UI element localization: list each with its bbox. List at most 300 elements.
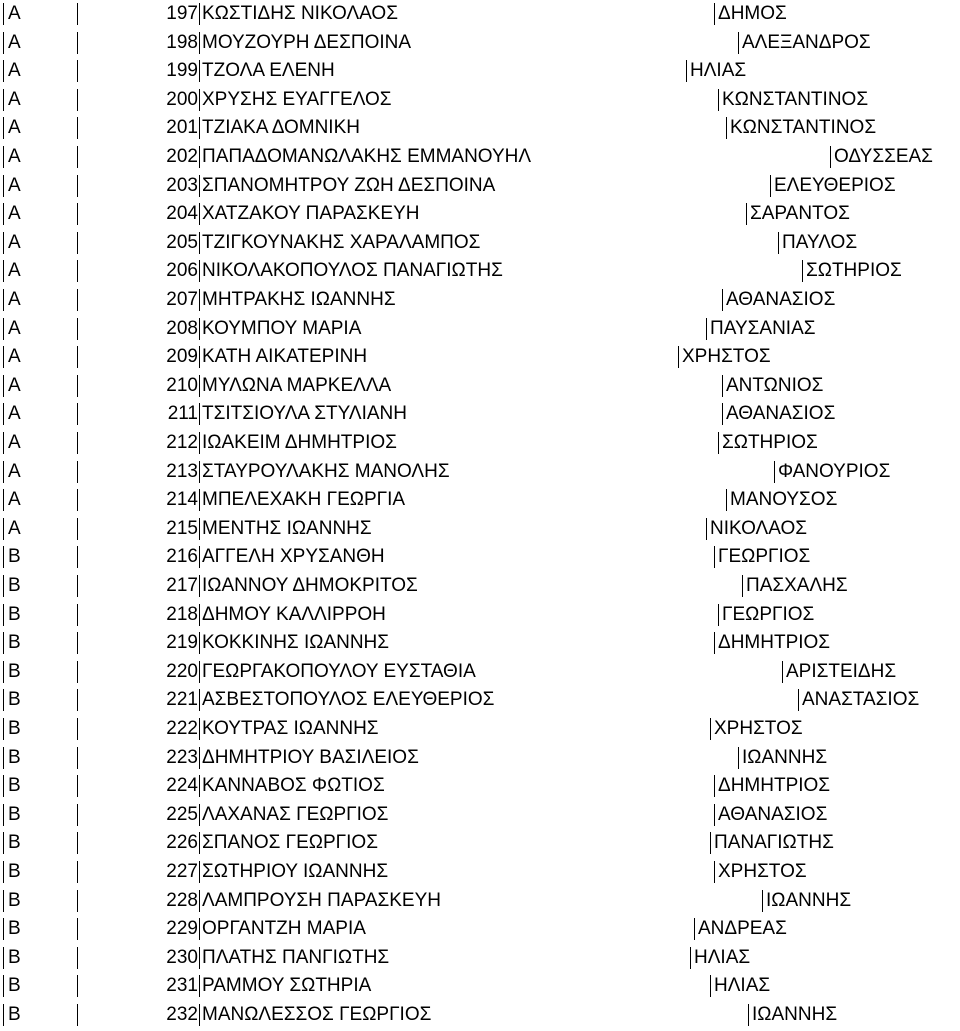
father-name-cell: ΙΩΑΝΝΗΣ bbox=[752, 1004, 838, 1025]
number-cell: 220 bbox=[166, 660, 198, 682]
table-row bbox=[0, 944, 960, 973]
number-cell: 212 bbox=[166, 432, 198, 453]
group-cell: Β bbox=[8, 946, 21, 968]
column-divider bbox=[738, 747, 739, 769]
name-cell: ΙΩΑΚΕΙΜ ΔΗΜΗΤΡΙΟΣ bbox=[202, 432, 397, 453]
father-name-cell: ΗΛΙΑΣ bbox=[714, 975, 771, 997]
column-divider bbox=[77, 318, 78, 340]
table-row bbox=[0, 257, 960, 286]
group-cell: Β bbox=[8, 718, 21, 739]
column-divider bbox=[742, 575, 743, 597]
column-divider bbox=[199, 689, 200, 711]
father-name-cell: ΑΝΤΩΝΙΟΣ bbox=[726, 374, 824, 396]
column-divider bbox=[77, 461, 78, 483]
column-divider bbox=[3, 575, 4, 597]
group-cell: Β bbox=[8, 603, 21, 625]
group-cell: Β bbox=[8, 575, 21, 596]
column-divider bbox=[199, 146, 200, 168]
group-cell: Α bbox=[8, 203, 21, 225]
column-divider bbox=[199, 203, 200, 225]
column-divider bbox=[199, 861, 200, 883]
table-row bbox=[0, 86, 960, 115]
group-cell: Α bbox=[8, 174, 21, 196]
group-cell: Β bbox=[8, 660, 21, 682]
column-divider bbox=[3, 375, 4, 397]
father-name-cell: ΚΩΝΣΤΑΝΤΙΝΟΣ bbox=[730, 117, 877, 139]
number-cell: 223 bbox=[166, 746, 198, 768]
column-divider bbox=[77, 890, 78, 912]
group-cell: Β bbox=[8, 632, 21, 654]
column-divider bbox=[77, 260, 78, 282]
column-divider bbox=[3, 289, 4, 311]
column-divider bbox=[199, 975, 200, 997]
column-divider bbox=[77, 518, 78, 540]
column-divider bbox=[746, 203, 747, 225]
column-divider bbox=[77, 232, 78, 254]
table-row bbox=[0, 229, 960, 258]
father-name-cell: ΑΝΑΣΤΑΣΙΟΣ bbox=[802, 689, 920, 711]
table-row bbox=[0, 543, 960, 572]
name-cell: ΔΗΜΟΥ ΚΑΛΛΙΡΡΟΗ bbox=[202, 603, 386, 625]
number-cell: 225 bbox=[166, 803, 198, 825]
column-divider bbox=[706, 518, 707, 540]
column-divider bbox=[199, 60, 200, 82]
number-cell: 231 bbox=[166, 975, 198, 997]
father-name-cell: ΧΡΗΣΤΟΣ bbox=[718, 861, 807, 882]
column-divider bbox=[718, 432, 719, 454]
name-cell: ΑΓΓΕΛΗ ΧΡΥΣΑΝΘΗ bbox=[202, 546, 385, 568]
column-divider bbox=[77, 403, 78, 425]
number-cell: 216 bbox=[166, 546, 198, 568]
number-cell: 222 bbox=[166, 718, 198, 739]
table-row bbox=[0, 629, 960, 658]
column-divider bbox=[710, 975, 711, 997]
number-cell: 224 bbox=[166, 775, 198, 797]
name-cell: ΟΡΓΑΝΤΖΗ ΜΑΡΙΑ bbox=[202, 918, 366, 940]
table-row bbox=[0, 429, 960, 458]
name-cell: ΣΤΑΥΡΟΥΛΑΚΗΣ ΜΑΝΟΛΗΣ bbox=[202, 460, 450, 482]
column-divider bbox=[77, 804, 78, 826]
name-cell: ΣΩΤΗΡΙΟΥ ΙΩΑΝΝΗΣ bbox=[202, 861, 389, 882]
group-cell: Α bbox=[8, 460, 21, 482]
father-name-cell: ΕΛΕΥΘΕΡΙΟΣ bbox=[774, 174, 896, 196]
column-divider bbox=[77, 432, 78, 454]
father-name-cell: ΑΘΑΝΑΣΙΟΣ bbox=[726, 403, 836, 425]
column-divider bbox=[778, 232, 779, 254]
column-divider bbox=[77, 375, 78, 397]
column-divider bbox=[3, 346, 4, 368]
father-name-cell: ΠΑΥΣΑΝΙΑΣ bbox=[710, 317, 816, 339]
table-row bbox=[0, 686, 960, 715]
column-divider bbox=[77, 918, 78, 940]
number-cell: 208 bbox=[166, 317, 198, 339]
column-divider bbox=[3, 718, 4, 740]
column-divider bbox=[798, 689, 799, 711]
column-divider bbox=[199, 3, 200, 25]
column-divider bbox=[3, 403, 4, 425]
column-divider bbox=[718, 89, 719, 111]
group-cell: Α bbox=[8, 60, 21, 82]
name-cell: ΚΑΝΝΑΒΟΣ ΦΩΤΙΟΣ bbox=[202, 775, 385, 797]
father-name-cell: ΜΑΝΟΥΣΟΣ bbox=[730, 489, 838, 511]
name-cell: ΚΟΚΚΙΝΗΣ ΙΩΑΝΝΗΣ bbox=[202, 632, 390, 654]
father-name-cell: ΑΛΕΞΑΝΔΡΟΣ bbox=[742, 31, 871, 53]
number-cell: 218 bbox=[166, 603, 198, 625]
father-name-cell: ΠΑΣΧΑΛΗΣ bbox=[746, 575, 848, 596]
column-divider bbox=[199, 718, 200, 740]
column-divider bbox=[770, 175, 771, 197]
group-cell: Β bbox=[8, 689, 21, 711]
father-name-cell: ΣΩΤΗΡΙΟΣ bbox=[722, 432, 818, 453]
father-name-cell: ΓΕΩΡΓΙΟΣ bbox=[718, 546, 811, 568]
column-divider bbox=[3, 461, 4, 483]
name-cell: ΓΕΩΡΓΑΚΟΠΟΥΛΟΥ ΕΥΣΤΑΘΙΑ bbox=[202, 660, 476, 682]
number-cell: 200 bbox=[166, 88, 198, 110]
number-cell: 229 bbox=[166, 918, 198, 940]
father-name-cell: ΙΩΑΝΝΗΣ bbox=[742, 746, 828, 768]
name-cell: ΔΗΜΗΤΡΙΟΥ ΒΑΣΙΛΕΙΟΣ bbox=[202, 746, 419, 768]
column-divider bbox=[77, 975, 78, 997]
name-cell: ΚΟΥΤΡΑΣ ΙΩΑΝΝΗΣ bbox=[202, 718, 379, 739]
column-divider bbox=[77, 89, 78, 111]
father-name-cell: ΔΗΜΗΤΡΙΟΣ bbox=[718, 632, 831, 654]
column-divider bbox=[3, 260, 4, 282]
name-cell: ΙΩΑΝΝΟΥ ΔΗΜΟΚΡΙΤΟΣ bbox=[202, 575, 418, 596]
column-divider bbox=[199, 890, 200, 912]
father-name-cell: ΑΡΙΣΤΕΙΔΗΣ bbox=[786, 660, 897, 682]
column-divider bbox=[3, 518, 4, 540]
column-divider bbox=[694, 918, 695, 940]
column-divider bbox=[77, 289, 78, 311]
group-cell: Β bbox=[8, 889, 21, 911]
father-name-cell: ΚΩΝΣΤΑΝΤΙΝΟΣ bbox=[722, 88, 869, 110]
number-cell: 211 bbox=[167, 403, 198, 425]
father-name-cell: ΑΝΔΡΕΑΣ bbox=[698, 918, 787, 940]
name-cell: ΚΑΤΗ ΑΙΚΑΤΕΡΙΝΗ bbox=[202, 346, 368, 368]
column-divider bbox=[3, 1004, 4, 1026]
column-divider bbox=[3, 861, 4, 883]
name-cell: ΠΛΑΤΗΣ ΠΑΝΓΙΩΤΗΣ bbox=[202, 946, 390, 968]
column-divider bbox=[722, 403, 723, 425]
table-row bbox=[0, 858, 960, 887]
number-cell: 214 bbox=[166, 489, 198, 511]
column-divider bbox=[199, 947, 200, 969]
column-divider bbox=[710, 832, 711, 854]
column-divider bbox=[3, 918, 4, 940]
table-row bbox=[0, 343, 960, 372]
group-cell: Α bbox=[8, 374, 21, 396]
column-divider bbox=[77, 3, 78, 25]
column-divider bbox=[748, 1004, 749, 1026]
number-cell: 198 bbox=[166, 31, 198, 53]
column-divider bbox=[714, 632, 715, 654]
column-divider bbox=[77, 661, 78, 683]
table-row bbox=[0, 744, 960, 773]
column-divider bbox=[706, 318, 707, 340]
column-divider bbox=[726, 489, 727, 511]
group-cell: Β bbox=[8, 975, 21, 997]
number-cell: 207 bbox=[166, 289, 198, 310]
name-cell: ΝΙΚΟΛΑΚΟΠΟΥΛΟΣ ΠΑΝΑΓΙΩΤΗΣ bbox=[202, 260, 503, 282]
column-divider bbox=[830, 146, 831, 168]
column-divider bbox=[686, 60, 687, 82]
column-divider bbox=[718, 604, 719, 626]
father-name-cell: ΧΡΗΣΤΟΣ bbox=[714, 718, 803, 739]
number-cell: 215 bbox=[166, 517, 198, 539]
column-divider bbox=[199, 175, 200, 197]
number-cell: 226 bbox=[166, 832, 198, 854]
column-divider bbox=[77, 203, 78, 225]
column-divider bbox=[3, 32, 4, 54]
column-divider bbox=[714, 3, 715, 25]
number-cell: 227 bbox=[166, 861, 198, 882]
group-cell: Α bbox=[8, 146, 21, 167]
table-row bbox=[0, 372, 960, 401]
column-divider bbox=[3, 890, 4, 912]
column-divider bbox=[3, 632, 4, 654]
number-cell: 209 bbox=[166, 346, 198, 368]
table-row bbox=[0, 715, 960, 744]
number-cell: 205 bbox=[166, 231, 198, 253]
column-divider bbox=[714, 546, 715, 568]
column-divider bbox=[802, 260, 803, 282]
group-cell: Β bbox=[8, 746, 21, 768]
column-divider bbox=[199, 518, 200, 540]
column-divider bbox=[199, 775, 200, 797]
group-cell: Β bbox=[8, 1004, 21, 1025]
father-name-cell: ΣΩΤΗΡΙΟΣ bbox=[806, 260, 902, 282]
name-cell: ΤΖΟΛΑ ΕΛΕΝΗ bbox=[202, 60, 335, 82]
column-divider bbox=[3, 432, 4, 454]
column-divider bbox=[199, 260, 200, 282]
column-divider bbox=[3, 604, 4, 626]
number-cell: 206 bbox=[166, 260, 198, 282]
table-row bbox=[0, 658, 960, 687]
table-row bbox=[0, 286, 960, 315]
column-divider bbox=[3, 546, 4, 568]
column-divider bbox=[199, 575, 200, 597]
group-cell: Β bbox=[8, 803, 21, 825]
column-divider bbox=[199, 747, 200, 769]
column-divider bbox=[3, 3, 4, 25]
column-divider bbox=[199, 346, 200, 368]
group-cell: Α bbox=[8, 432, 21, 453]
column-divider bbox=[199, 604, 200, 626]
name-cell: ΛΑΜΠΡΟΥΣΗ ΠΑΡΑΣΚΕΥΗ bbox=[202, 889, 441, 911]
column-divider bbox=[199, 375, 200, 397]
column-divider bbox=[77, 175, 78, 197]
column-divider bbox=[199, 403, 200, 425]
table-row bbox=[0, 887, 960, 916]
name-cell: ΜΟΥΖΟΥΡΗ ΔΕΣΠΟΙΝΑ bbox=[202, 31, 412, 53]
column-divider bbox=[3, 661, 4, 683]
column-divider bbox=[199, 546, 200, 568]
father-name-cell: ΠΑΝΑΓΙΩΤΗΣ bbox=[714, 832, 834, 854]
column-divider bbox=[714, 775, 715, 797]
table-row bbox=[0, 486, 960, 515]
column-divider bbox=[3, 975, 4, 997]
table-row bbox=[0, 829, 960, 858]
column-divider bbox=[3, 804, 4, 826]
column-divider bbox=[199, 289, 200, 311]
column-divider bbox=[714, 861, 715, 883]
column-divider bbox=[199, 804, 200, 826]
name-cell: ΛΑΧΑΝΑΣ ΓΕΩΡΓΙΟΣ bbox=[202, 803, 389, 825]
table-row bbox=[0, 572, 960, 601]
column-divider bbox=[199, 489, 200, 511]
table-row bbox=[0, 915, 960, 944]
name-cell: ΠΑΠΑΔΟΜΑΝΩΛΑΚΗΣ ΕΜΜΑΝΟΥΗΛ bbox=[202, 146, 532, 167]
number-cell: 217 bbox=[166, 575, 198, 596]
table-row bbox=[0, 400, 960, 429]
column-divider bbox=[77, 575, 78, 597]
table-row bbox=[0, 143, 960, 172]
column-divider bbox=[722, 289, 723, 311]
name-cell: ΣΠΑΝΟΣ ΓΕΩΡΓΙΟΣ bbox=[202, 832, 378, 854]
father-name-cell: ΦΑΝΟΥΡΙΟΣ bbox=[778, 460, 891, 482]
father-name-cell: ΔΗΜΟΣ bbox=[718, 3, 787, 24]
table-row bbox=[0, 114, 960, 143]
column-divider bbox=[199, 461, 200, 483]
column-divider bbox=[199, 661, 200, 683]
column-divider bbox=[199, 32, 200, 54]
father-name-cell: ΑΘΑΝΑΣΙΟΣ bbox=[726, 289, 836, 310]
name-cell: ΧΡΥΣΗΣ ΕΥΑΓΓΕΛΟΣ bbox=[202, 88, 392, 110]
name-cell: ΜΗΤΡΑΚΗΣ ΙΩΑΝΝΗΣ bbox=[202, 289, 396, 310]
column-divider bbox=[3, 832, 4, 854]
column-divider bbox=[77, 775, 78, 797]
column-divider bbox=[77, 832, 78, 854]
group-cell: Α bbox=[8, 3, 21, 24]
name-cell: ΜΠΕΛΕΧΑΚΗ ΓΕΩΡΓΙΑ bbox=[202, 489, 406, 511]
column-divider bbox=[3, 203, 4, 225]
column-divider bbox=[199, 232, 200, 254]
group-cell: Β bbox=[8, 775, 21, 797]
table-row bbox=[0, 29, 960, 58]
column-divider bbox=[722, 375, 723, 397]
group-cell: Β bbox=[8, 832, 21, 854]
table-row bbox=[0, 57, 960, 86]
column-divider bbox=[77, 689, 78, 711]
father-name-cell: ΓΕΩΡΓΙΟΣ bbox=[722, 603, 815, 625]
name-cell: ΚΟΥΜΠΟΥ ΜΑΡΙΑ bbox=[202, 317, 362, 339]
name-cell: ΤΖΙΑΚΑ ΔΟΜΝΙΚΗ bbox=[202, 117, 360, 139]
table-row bbox=[0, 601, 960, 630]
father-name-cell: ΗΛΙΑΣ bbox=[690, 60, 747, 82]
number-cell: 199 bbox=[166, 60, 198, 82]
column-divider bbox=[77, 1004, 78, 1026]
table-row bbox=[0, 0, 960, 29]
column-divider bbox=[77, 947, 78, 969]
number-cell: 219 bbox=[166, 632, 198, 654]
column-divider bbox=[77, 32, 78, 54]
column-divider bbox=[3, 689, 4, 711]
group-cell: Α bbox=[8, 260, 21, 282]
column-divider bbox=[762, 890, 763, 912]
column-divider bbox=[77, 861, 78, 883]
group-cell: Α bbox=[8, 88, 21, 110]
column-divider bbox=[199, 89, 200, 111]
number-cell: 203 bbox=[166, 174, 198, 196]
column-divider bbox=[77, 146, 78, 168]
father-name-cell: ΔΗΜΗΤΡΙΟΣ bbox=[718, 775, 831, 797]
father-name-cell: ΝΙΚΟΛΑΟΣ bbox=[710, 517, 808, 539]
column-divider bbox=[678, 346, 679, 368]
column-divider bbox=[77, 546, 78, 568]
column-divider bbox=[3, 146, 4, 168]
name-cell: ΧΑΤΖΑΚΟΥ ΠΑΡΑΣΚΕΥΗ bbox=[202, 203, 420, 225]
column-divider bbox=[690, 947, 691, 969]
column-divider bbox=[199, 632, 200, 654]
column-divider bbox=[3, 318, 4, 340]
number-cell: 221 bbox=[166, 689, 198, 711]
group-cell: Β bbox=[8, 546, 21, 568]
name-cell: ΣΠΑΝΟΜΗΤΡΟΥ ΖΩΗ ΔΕΣΠΟΙΝΑ bbox=[202, 174, 496, 196]
column-divider bbox=[3, 747, 4, 769]
name-cell: ΤΖΙΓΚΟΥΝΑΚΗΣ ΧΑΡΑΛΑΜΠΟΣ bbox=[202, 231, 481, 253]
column-divider bbox=[3, 947, 4, 969]
group-cell: Α bbox=[8, 31, 21, 53]
column-divider bbox=[199, 918, 200, 940]
table-row bbox=[0, 315, 960, 344]
name-cell: ΡΑΜΜΟΥ ΣΩΤΗΡΙΑ bbox=[202, 975, 372, 997]
father-name-cell: ΑΘΑΝΑΣΙΟΣ bbox=[718, 803, 828, 825]
column-divider bbox=[77, 747, 78, 769]
table-row bbox=[0, 1001, 960, 1030]
column-divider bbox=[199, 318, 200, 340]
column-divider bbox=[3, 775, 4, 797]
father-name-cell: ΣΑΡΑΝΤΟΣ bbox=[750, 203, 850, 225]
number-cell: 213 bbox=[166, 460, 198, 482]
father-name-cell: ΙΩΑΝΝΗΣ bbox=[766, 889, 852, 911]
column-divider bbox=[714, 804, 715, 826]
name-cell: ΚΩΣΤΙΔΗΣ ΝΙΚΟΛΑΟΣ bbox=[202, 3, 398, 24]
column-divider bbox=[710, 718, 711, 740]
group-cell: Α bbox=[8, 403, 21, 425]
column-divider bbox=[199, 832, 200, 854]
father-name-cell: ΧΡΗΣΤΟΣ bbox=[682, 346, 771, 368]
table-row bbox=[0, 772, 960, 801]
column-divider bbox=[738, 32, 739, 54]
column-divider bbox=[782, 661, 783, 683]
group-cell: Α bbox=[8, 289, 21, 310]
father-name-cell: ΠΑΥΛΟΣ bbox=[782, 231, 858, 253]
column-divider bbox=[77, 718, 78, 740]
table-row bbox=[0, 801, 960, 830]
table-row bbox=[0, 172, 960, 201]
number-cell: 202 bbox=[166, 146, 198, 167]
father-name-cell: ΟΔΥΣΣΕΑΣ bbox=[834, 146, 933, 167]
column-divider bbox=[3, 117, 4, 139]
group-cell: Α bbox=[8, 489, 21, 511]
group-cell: Β bbox=[8, 861, 21, 882]
number-cell: 230 bbox=[166, 946, 198, 968]
table-row bbox=[0, 458, 960, 487]
name-cell: ΜΥΛΩΝΑ ΜΑΡΚΕΛΛΑ bbox=[202, 374, 392, 396]
table-row bbox=[0, 200, 960, 229]
name-cell: ΤΣΙΤΣΙΟΥΛΑ ΣΤΥΛΙΑΝΗ bbox=[202, 403, 407, 425]
group-cell: Α bbox=[8, 346, 21, 368]
number-cell: 204 bbox=[166, 203, 198, 225]
column-divider bbox=[3, 232, 4, 254]
name-cell: ΜΕΝΤΗΣ ΙΩΑΝΝΗΣ bbox=[202, 517, 372, 539]
table-row bbox=[0, 515, 960, 544]
column-divider bbox=[77, 604, 78, 626]
column-divider bbox=[3, 489, 4, 511]
column-divider bbox=[77, 60, 78, 82]
group-cell: Α bbox=[8, 517, 21, 539]
group-cell: Α bbox=[8, 317, 21, 339]
